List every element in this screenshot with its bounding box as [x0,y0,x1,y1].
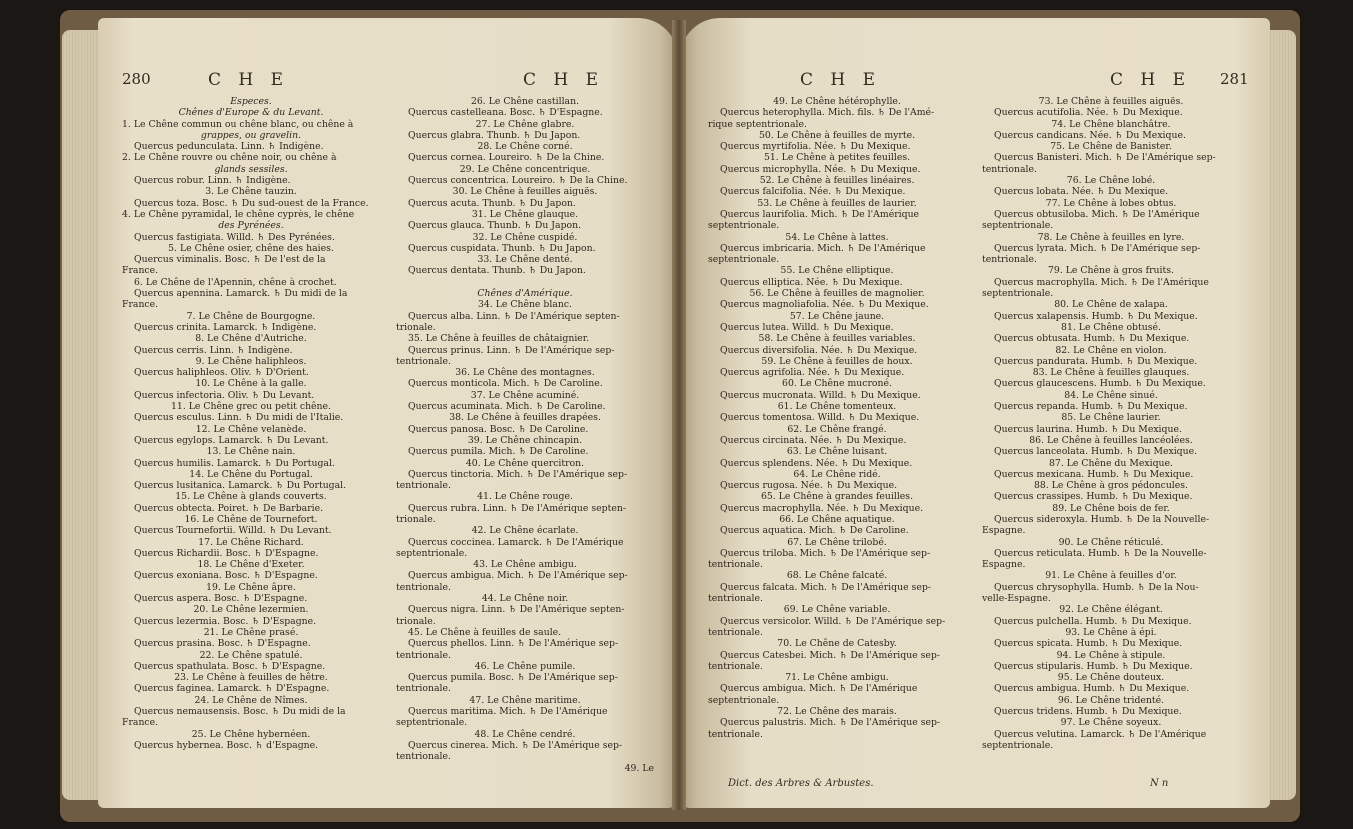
text-line [396,277,654,288]
text-line: 52. Le Chêne à feuilles linéaires. [759,175,915,187]
text-line: Quercus infectoria. Oliv. ♄ Du Levant. [134,389,315,401]
text-line: 43. Le Chêne ambigu. [473,559,577,571]
running-head: C H E [800,70,882,90]
text-line: 7. Le Chêne de Bourgogne. [186,310,316,322]
text-line: Quercus humilis. Lamarck. ♄ Du Portugal. [134,457,335,469]
text-line: Quercus spathulata. Bosc. ♄ D'Espagne. [134,660,326,672]
text-line: 68. Le Chêne falcaté. [786,570,888,582]
text-line: Quercus candicans. Née. ♄ Du Mexique. [994,129,1186,141]
text-line: Quercus viminalis. Bosc. ♄ De l'est de la [134,254,326,266]
text-line: Quercus cornea. Loureiro. ♄ De la Chine. [408,152,605,164]
text-line: Quercus dentata. Thunb. ♄ Du Japon. [408,265,586,277]
text-line: Quercus prasina. Bosc. ♄ D'Espagne. [134,638,311,650]
text-line: Quercus glabra. Thunb. ♄ Du Japon. [408,129,581,141]
text-line: tentrionale. [708,660,763,672]
text-line: Quercus ambigua. Mich. ♄ De l'Amérique [720,683,918,695]
text-line: Quercus chrysophylla. Humb. ♄ De la Nou- [994,581,1199,593]
text-line: 49. Le Chêne hétérophylle. [773,96,901,107]
text-line: Chênes d'Amérique. [477,288,573,300]
text-line: septentrionale. [982,739,1054,751]
text-line: Quercus velutina. Lamarck. ♄ De l'Amérique [994,728,1207,740]
text-line: Quercus haliphleos. Oliv. ♄ D'Orient. [134,367,309,379]
text-line: tentrionale. [396,683,451,695]
text-line: 90. Le Chêne réticulé. [1058,536,1164,548]
text-line: tentrionale. [708,559,763,571]
text-line: grappes, ou gravelin. [200,129,302,141]
text-line: glands sessiles. [214,163,288,175]
text-line: Quercus lobata. Née. ♄ Du Mexique. [994,186,1169,198]
text-line: 67. Le Chêne trilobé. [787,536,887,548]
footer-signature: Dict. des Arbres & Arbustes. [728,778,874,789]
text-line: Quercus toza. Bosc. ♄ Du sud-ouest de la France. [134,197,369,209]
text-line: tentrionale. [396,480,451,492]
text-line: Quercus mucronata. Willd. ♄ Du Mexique. [720,389,921,401]
text-line: Quercus nigra. Linn. ♄ De l'Amérique septen- [408,604,625,616]
text-line: 88. Le Chêne à gros pédoncules. [1033,480,1189,492]
text-line: Quercus pumila. Mich. ♄ De Caroline. [408,446,589,458]
text-line: Quercus macrophylla. Mich. ♄ De l'Amérique [994,276,1209,288]
text-line: 22. Le Chêne spatulé. [199,649,303,661]
text-line: Quercus Tournefortii. Willd. ♄ Du Levant. [134,525,332,537]
page-edges-right [1266,30,1296,800]
text-line: Quercus versicolor. Willd. ♄ De l'Amérique sep- [720,615,946,627]
text-line: Quercus exoniana. Bosc. ♄ D'Espagne. [134,570,318,582]
text-line: 10. Le Chêne à la galle. [195,378,307,390]
text-line: 4. Le Chêne pyramidal, le chêne cyprès, le chêne [122,208,355,220]
text-line: 76. Le Chêne lobé. [1066,175,1156,187]
book-gutter [672,20,686,810]
text-line: Quercus lanceolata. Humb. ♄ Du Mexique. [994,446,1198,458]
footer-gathering: N n [1150,778,1169,789]
text-line: 74. Le Chêne blanchâtre. [1051,118,1171,130]
text-line: 55. Le Chêne elliptique. [780,265,894,277]
text-line: 94. Le Chêne à stipule. [1056,649,1166,661]
text-line: Quercus acuminata. Mich. ♄ De Caroline. [408,401,606,413]
text-line: Quercus robur. Linn. ♄ Indigène. [134,175,291,187]
text-line: Quercus tomentosa. Willd. ♄ Du Mexique. [720,412,920,424]
text-line: 17. Le Chêne Richard. [198,536,304,548]
text-line: 3. Le Chêne tauzin. [205,186,297,198]
text-line: 47. Le Chêne maritime. [469,694,581,706]
text-line: Quercus laurifolia. Mich. ♄ De l'Amérique [720,208,920,220]
text-line: Chênes d'Europe & du Levant. [178,107,324,119]
text-line: 37. Le Chêne acuminé. [470,389,580,401]
text-line: 72. Le Chêne des marais. [777,706,897,718]
text-line: Quercus aquatica. Mich. ♄ De Caroline. [720,525,909,537]
text-line: 71. Le Chêne ambigu. [785,672,889,684]
text-line: Quercus repanda. Humb. ♄ Du Mexique. [994,401,1188,413]
text-line: Quercus lyrata. Mich. ♄ De l'Amérique sep- [994,242,1201,254]
text-line: Espagne. [982,525,1026,537]
text-column-left-2 [396,96,654,774]
text-line: Quercus pumila. Bosc. ♄ De l'Amérique sep- [408,672,618,684]
text-line: 15. Le Chêne à glands couverts. [175,491,327,503]
text-line: 87. Le Chêne du Mexique. [1049,457,1173,469]
text-line: 54. Le Chêne à lattes. [785,231,889,243]
text-line: Quercus fastigiata. Willd. ♄ Des Pyrénées. [134,231,335,243]
text-line: Quercus rugosa. Née. ♄ Du Mexique. [720,480,898,492]
text-line: Quercus glauca. Thunb. ♄ Du Japon. [408,220,582,232]
text-line: 92. Le Chêne élégant. [1059,604,1163,616]
text-line: 19. Le Chêne âpre. [206,581,296,593]
text-line: 1. Le Chêne commun ou chêne blanc, ou chêne à [122,118,354,130]
text-line: septentrionale. [982,220,1054,232]
text-line: Quercus maritima. Mich. ♄ De l'Amérique [408,706,608,718]
text-line: Quercus obtecta. Poiret. ♄ De Barbarie. [134,502,324,514]
text-line: 59. Le Chêne à feuilles de houx. [761,355,913,367]
text-line: 25. Le Chêne hybernéen. [191,728,311,740]
text-line: 29. Le Chêne concentrique. [459,163,591,175]
text-line: Quercus lusitanica. Lamarck. ♄ Du Portugal. [134,480,347,492]
text-line: 14. Le Chêne du Portugal. [189,468,313,480]
text-line: Quercus ambigua. Humb. ♄ Du Mexique. [994,683,1190,695]
text-line: Quercus cinerea. Mich. ♄ De l'Amérique sep- [408,739,623,751]
right-page [680,18,1270,808]
text-line: Quercus faginea. Lamarck. ♄ D'Espagne. [134,683,330,695]
text-line: 42. Le Chêne écarlate. [471,525,579,537]
text-line: 80. Le Chêne de xalapa. [1054,299,1168,311]
text-line: 81. Le Chêne obtusé. [1061,321,1161,333]
text-line: Quercus lutea. Willd. ♄ Du Mexique. [720,321,894,333]
text-line: 30. Le Chêne à feuilles aiguës. [452,186,598,198]
text-line: 83. Le Chêne à feuilles glauques. [1032,367,1190,379]
text-line: 20. Le Chêne lezermien. [193,604,309,616]
text-line: 21. Le Chêne prasé. [203,626,299,638]
text-line: 65. Le Chêne à grandes feuilles. [760,491,914,503]
text-line: 31. Le Chêne glauque. [471,208,579,220]
text-line: 53. Le Chêne à feuilles de laurier. [757,197,917,209]
text-line: 28. Le Chêne corné. [477,141,573,153]
text-line: 9. Le Chêne haliphleos. [195,355,307,367]
text-line: septentrionale. [708,220,780,232]
text-line: 95. Le Chêne douteux. [1057,672,1165,684]
text-line: 23. Le Chêne à feuilles de hêtre. [174,672,328,684]
text-line: Quercus castelleana. Bosc. ♄ D'Espagne. [408,107,603,119]
text-line: Quercus monticola. Mich. ♄ De Caroline. [408,378,603,390]
text-line: Quercus heterophylla. Mich. fils. ♄ De l'Amé- [720,107,935,119]
text-line: 96. Le Chêne tridenté. [1057,694,1165,706]
left-page [98,18,678,808]
text-line: Quercus Catesbei. Mich. ♄ De l'Amérique sep- [720,649,941,661]
text-line: tentrionale. [396,751,451,763]
page-edges-left [62,30,102,800]
text-line: 86. Le Chêne à feuilles lancéolées. [1029,434,1193,446]
text-line: 60. Le Chêne mucroné. [782,378,892,390]
text-line: 24. Le Chêne de Nîmes. [194,694,308,706]
text-line: France. [122,265,159,277]
text-line: tentrionale. [982,254,1037,266]
text-line: 73. Le Chêne à feuilles aiguës. [1038,96,1184,107]
text-line: Quercus mexicana. Humb. ♄ Du Mexique. [994,468,1194,480]
text-line: 75. Le Chêne de Banister. [1050,141,1172,153]
running-head: C H E [208,70,290,90]
text-line: trionale. [396,513,436,525]
text-line: 26. Le Chêne castillan. [470,96,580,107]
text-line: Quercus obtusiloba. Mich. ♄ De l'Amérique [994,208,1200,220]
text-line: Quercus palustris. Mich. ♄ De l'Amérique sep- [720,717,941,729]
text-line: Quercus coccinea. Lamarck. ♄ De l'Amérique [408,536,624,548]
text-line: Quercus magnoliafolia. Née. ♄ Du Mexique. [720,299,929,311]
text-line: 18. Le Chêne d'Exeter. [197,559,305,571]
text-line: 12. Le Chêne velanède. [195,423,307,435]
text-line: Quercus pedunculata. Linn. ♄ Indigène. [134,141,324,153]
text-line: 39. Le Chêne chincapin. [467,434,583,446]
text-line: Quercus rubra. Linn. ♄ De l'Amérique septen- [408,502,626,514]
text-line: Quercus myrtifolia. Née. ♄ Du Mexique. [720,141,911,153]
text-line: Quercus spicata. Humb. ♄ Du Mexique. [994,638,1183,650]
text-line: 5. Le Chêne osier, chêne des haies. [168,242,334,254]
text-line: 6. Le Chêne de l'Apennin, chêne à crochet. [134,276,337,288]
text-line: 70. Le Chêne de Catesby. [777,638,897,650]
text-line: 85. Le Chêne laurier. [1061,412,1161,424]
text-line: Quercus tridens. Humb. ♄ Du Mexique. [994,706,1182,718]
text-line: tentrionale. [708,593,763,605]
text-line: tentrionale. [708,626,763,638]
text-line: Quercus elliptica. Née. ♄ Du Mexique. [720,276,903,288]
text-line: 91. Le Chêne à feuilles d'or. [1045,570,1177,582]
text-line: Quercus xalapensis. Humb. ♄ Du Mexique. [994,310,1198,322]
text-line: Quercus macrophylla. Née. ♄ Du Mexique. [720,502,924,514]
text-line: Quercus diversifolia. Née. ♄ Du Mexique. [720,344,918,356]
text-line: Quercus phellos. Linn. ♄ De l'Amérique sep- [408,638,619,650]
text-line: septentrionale. [982,288,1054,300]
text-line: Quercus apennina. Lamarck. ♄ Du midi de la [134,288,348,300]
text-line: Quercus circinata. Née. ♄ Du Mexique. [720,434,907,446]
text-column-right-2 [982,96,1240,751]
text-line: 69. Le Chêne variable. [783,604,891,616]
text-line: 27. Le Chêne glabre. [475,118,575,130]
text-line: France. [122,717,159,729]
text-line: tentrionale. [396,649,451,661]
text-line: 11. Le Chêne grec ou petit chêne. [170,401,331,413]
text-line: 62. Le Chêne frangé. [787,423,887,435]
text-line: 79. Le Chêne à gros fruits. [1048,265,1174,277]
text-line: 57. Le Chêne jaune. [789,310,885,322]
text-line: Quercus obtusata. Humb. ♄ Du Mexique. [994,333,1190,345]
text-line: tentrionale. [982,163,1037,175]
text-line: 38. Le Chêne à feuilles drapées. [449,412,601,424]
text-line: des Pyrénées. [218,220,284,232]
text-line: Espagne. [982,559,1026,571]
text-line: Quercus stipularis. Humb. ♄ Du Mexique. [994,660,1193,672]
text-line: Quercus cuspidata. Thunb. ♄ Du Japon. [408,242,596,254]
text-line: septentrionale. [396,547,468,559]
text-line: Quercus triloba. Mich. ♄ De l'Amérique sep- [720,547,931,559]
text-line: septentrionale. [708,694,780,706]
text-line: tentrionale. [396,355,451,367]
text-line: 46. Le Chêne pumile. [474,660,576,672]
text-line: 63. Le Chêne luisant. [786,446,888,458]
text-line: Quercus pulchella. Humb. ♄ Du Mexique. [994,615,1192,627]
text-line: Quercus alba. Linn. ♄ De l'Amérique septen- [408,310,620,322]
text-line: Quercus egylops. Lamarck. ♄ Du Levant. [134,434,329,446]
text-line: Quercus hybernea. Bosc. ♄ d'Espagne. [134,739,319,751]
text-line: Quercus glaucescens. Humb. ♄ Du Mexique. [994,378,1206,390]
text-line: rique septentrionale. [708,118,807,130]
text-line: Quercus concentrica. Loureiro. ♄ De la Chine. [408,175,628,187]
text-line: Quercus panosa. Bosc. ♄ De Caroline. [408,423,589,435]
text-line: Quercus laurina. Humb. ♄ Du Mexique. [994,423,1182,435]
text-line: 97. Le Chêne soyeux. [1060,717,1162,729]
text-line: 89. Le Chêne bois de fer. [1052,502,1170,514]
text-line: Quercus Richardii. Bosc. ♄ D'Espagne. [134,547,319,559]
text-column-right-1 [708,96,966,740]
text-line: Quercus lezermia. Bosc. ♄ D'Espagne. [134,615,317,627]
text-line: Quercus microphylla. Née. ♄ Du Mexique. [720,163,921,175]
text-line: 13. Le Chêne nain. [206,446,296,458]
text-line: Quercus imbricaria. Mich. ♄ De l'Amérique [720,242,926,254]
text-line: Quercus crassipes. Humb. ♄ Du Mexique. [994,491,1193,503]
text-line: 50. Le Chêne à feuilles de myrte. [758,129,916,141]
text-line: 33. Le Chêne denté. [477,254,573,266]
text-line: 77. Le Chêne à lobes obtus. [1045,197,1177,209]
page-number-left: 280 [122,70,151,88]
text-line: Quercus crinita. Lamarck. ♄ Indigène. [134,321,317,333]
text-line: 93. Le Chêne à épi. [1065,626,1157,638]
text-line: trionale. [396,321,436,333]
text-line: 78. Le Chêne à feuilles en lyre. [1037,231,1185,243]
text-line: septentrionale. [708,254,780,266]
text-line: 2. Le Chêne rouvre ou chêne noir, ou chêne à [122,152,337,164]
running-head: C H E [523,70,605,90]
text-line: 35. Le Chêne à feuilles de châtaignier. [408,333,590,345]
text-line: 41. Le Chêne rouge. [477,491,573,503]
text-line: Quercus nemausensis. Bosc. ♄ Du midi de la [134,706,346,718]
text-line: Quercus cerris. Linn. ♄ Indigène. [134,344,293,356]
text-line: 61. Le Chêne tomenteux. [777,401,897,413]
text-column-left-1 [122,96,380,751]
text-line: 34. Le Chêne blanc. [477,299,573,311]
text-line: tentrionale. [396,581,451,593]
text-line: 45. Le Chêne à feuilles de saule. [408,626,562,638]
text-line: 51. Le Chêne à petites feuilles. [763,152,911,164]
text-line: Quercus acuta. Thunb. ♄ Du Japon. [408,197,576,209]
text-line: 82. Le Chêne en violon. [1055,344,1167,356]
text-line: 44. Le Chêne noir. [481,593,569,605]
text-line: septentrionale. [396,717,468,729]
text-line: Quercus reticulata. Humb. ♄ De la Nouvelle- [994,547,1207,559]
text-line: 58. Le Chêne à feuilles variables. [758,333,916,345]
running-head: C H E [1110,70,1192,90]
text-line: tentrionale. [708,728,763,740]
text-line: Quercus tinctoria. Mich. ♄ De l'Amérique sep- [408,468,628,480]
text-line: Quercus falcifolia. Née. ♄ Du Mexique. [720,186,906,198]
text-line: 36. Le Chêne des montagnes. [455,367,595,379]
text-line: Quercus ambigua. Mich. ♄ De l'Amérique sep- [408,570,628,582]
text-line: 64. Le Chêne ridé. [793,468,881,480]
text-line: 40. Le Chêne quercitron. [465,457,585,469]
text-line: Quercus aspera. Bosc. ♄ D'Espagne. [134,593,308,605]
text-line: Quercus agrifolia. Née. ♄ Du Mexique. [720,367,905,379]
text-line: Quercus acutifolia. Née. ♄ Du Mexique. [994,107,1183,119]
text-line: Quercus prinus. Linn. ♄ De l'Amérique sep- [408,344,615,356]
text-line: 8. Le Chêne d'Autriche. [195,333,307,345]
text-line: 66. Le Chêne aquatique. [779,513,895,525]
text-line: Quercus sideroxyla. Humb. ♄ De la Nouvelle- [994,513,1210,525]
text-line: Quercus esculus. Linn. ♄ Du midi de l'Italie. [134,412,344,424]
text-line: 16. Le Chêne de Tournefort. [184,513,318,525]
text-line: 84. Le Chêne sinué. [1064,389,1158,401]
text-line: Quercus Banisteri. Mich. ♄ De l'Amérique sep- [994,152,1216,164]
text-line: Quercus pandurata. Humb. ♄ Du Mexique. [994,355,1198,367]
page-number-right: 281 [1220,70,1249,88]
text-line: 48. Le Chêne cendré. [474,728,576,740]
text-line: 56. Le Chêne à feuilles de magnolier. [749,288,925,300]
text-line: Especes. [230,96,272,107]
text-line: Quercus falcata. Mich. ♄ De l'Amérique sep- [720,581,931,593]
text-line: France. [122,299,159,311]
text-line: Quercus splendens. Née. ♄ Du Mexique. [720,457,913,469]
text-line: trionale. [396,615,436,627]
text-line: 32. Le Chêne cuspidé. [472,231,578,243]
text-line: velle-Espagne. [982,593,1051,605]
text-line: 49. Le [624,762,654,774]
